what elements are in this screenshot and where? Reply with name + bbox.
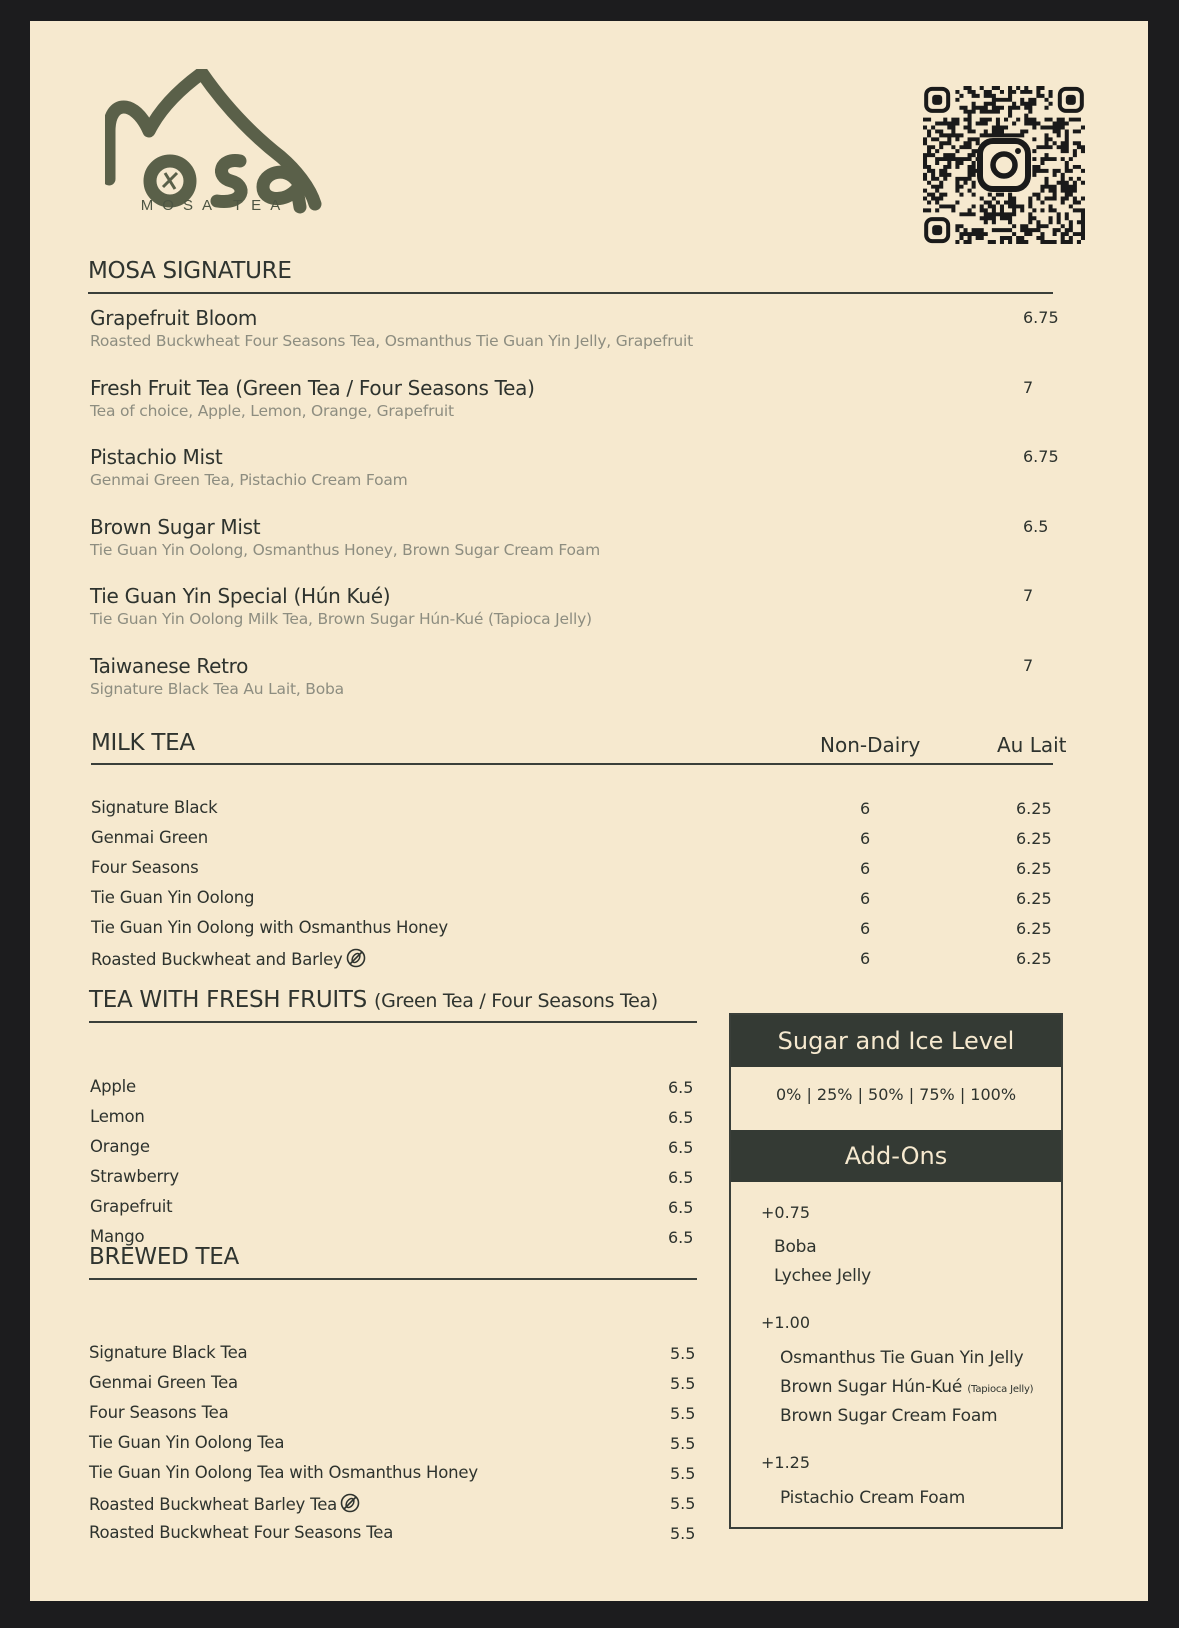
- milk-tea-au-lait-price: 6.25: [1016, 889, 1052, 908]
- brewed-tea-row: [89, 1493, 360, 1514]
- brewed-tea-name: Tie Guan Yin Oolong Tea: [89, 1433, 285, 1452]
- brewed-tea-name: Genmai Green Tea: [89, 1373, 238, 1392]
- addon-item: Pistachio Cream Foam: [780, 1488, 966, 1508]
- signature-item-name: Fresh Fruit Tea (Green Tea / Four Seasons Tea): [90, 375, 535, 400]
- signature-item: [90, 306, 1050, 350]
- fruit-tea-row: Lemon: [90, 1107, 145, 1126]
- signature-item-description: Signature Black Tea Au Lait, Boba: [90, 679, 344, 698]
- decaf-icon: [346, 948, 366, 968]
- milk-tea-name: Tie Guan Yin Oolong with Osmanthus Honey: [91, 918, 448, 937]
- menu-page: [30, 21, 1148, 1601]
- addon-item: Boba: [774, 1237, 817, 1257]
- signature-item-price: 6.75: [1023, 447, 1059, 466]
- addon-item-note: (Tapioca Jelly): [967, 1384, 1034, 1395]
- signature-item-name: Brown Sugar Mist: [90, 514, 261, 539]
- fruit-tea-row: Apple: [90, 1077, 136, 1096]
- qr-finder: [1060, 89, 1082, 111]
- brewed-tea-row: [89, 1463, 478, 1482]
- signature-item-name: Tie Guan Yin Special (Hún Kué): [90, 584, 391, 608]
- fruit-tea-subtitle: (Green Tea / Four Seasons Tea): [373, 990, 658, 1012]
- milk-tea-name: Four Seasons: [91, 858, 199, 877]
- signature-item: [90, 584, 1050, 628]
- addon-price-100: +1.00: [761, 1313, 811, 1332]
- sugar-ice-levels: 0% | 25% | 50% | 75% | 100%: [775, 1085, 1017, 1104]
- addon-item: Osmanthus Tie Guan Yin Jelly: [780, 1348, 1024, 1368]
- fruit-tea-row: Grapefruit: [90, 1197, 173, 1216]
- instagram-icon: [980, 141, 1028, 189]
- signature-item-name: Pistachio Mist: [90, 445, 223, 469]
- milk-tea-non-dairy-price: 6: [860, 919, 871, 938]
- brewed-tea-price: 5.5: [670, 1524, 696, 1543]
- qr-finder: [926, 219, 948, 241]
- milk-tea-au-lait-price: 6.25: [1016, 919, 1052, 938]
- fruit-tea-price: 6.5: [668, 1228, 694, 1247]
- options-panel: [729, 1013, 1063, 1529]
- signature-item-description: Tie Guan Yin Oolong Milk Tea, Brown Sugar Hún-Kué (Tapioca Jelly): [90, 610, 592, 628]
- milk-tea-name: Tie Guan Yin Oolong: [91, 888, 255, 907]
- signature-item: [90, 654, 1050, 698]
- mosa-tea-logo: [105, 69, 335, 249]
- milk-tea-non-dairy-price: 6: [860, 949, 871, 968]
- milk-tea-au-lait-price: 6.25: [1016, 859, 1052, 878]
- addon-item: Lychee Jelly: [774, 1266, 871, 1286]
- milk-tea-non-dairy-price: 6: [860, 889, 871, 908]
- brewed-tea-price: 5.5: [670, 1434, 696, 1453]
- signature-item-price: 7: [1023, 655, 1034, 675]
- milk-tea-row: [91, 828, 208, 847]
- addon-price-075: +0.75: [761, 1203, 811, 1222]
- signature-item-price: 7: [1023, 586, 1034, 605]
- milk-tea-non-dairy-price: 6: [860, 859, 871, 878]
- milk-tea-row: [91, 798, 218, 817]
- milk-tea-name: Signature Black: [91, 798, 218, 817]
- brand-caption: MOSA TEA: [140, 197, 290, 214]
- milk-tea-au-lait-price: 6.25: [1016, 829, 1052, 848]
- fruit-tea-row: Mango: [90, 1227, 145, 1246]
- milk-tea-name: Roasted Buckwheat and Barley: [91, 950, 343, 969]
- signature-item-price: 6.75: [1023, 308, 1059, 327]
- signature-title: MOSA SIGNATURE: [88, 258, 292, 284]
- signature-item-description: Tea of choice, Apple, Lemon, Orange, Grapefruit: [90, 401, 454, 420]
- decaf-icon: [340, 1493, 360, 1513]
- signature-item-description: Tie Guan Yin Oolong, Osmanthus Honey, Brown Sugar Cream Foam: [90, 540, 600, 559]
- signature-divider: [88, 292, 1053, 294]
- milk-tea-row: [91, 918, 448, 937]
- fruit-tea-price: 6.5: [668, 1168, 694, 1187]
- milk-tea-row: [91, 948, 366, 969]
- column-non-dairy: Non-Dairy: [820, 733, 921, 757]
- signature-item-name: Grapefruit Bloom: [90, 306, 258, 330]
- brewed-tea-divider: [89, 1278, 697, 1280]
- milk-tea-row: [91, 858, 199, 877]
- signature-item-description: Genmai Green Tea, Pistachio Cream Foam: [90, 471, 408, 489]
- addon-item-label: Brown Sugar Hún-Kué: [780, 1377, 963, 1397]
- brewed-tea-price: 5.5: [670, 1404, 696, 1423]
- fruit-tea-price: 6.5: [668, 1078, 694, 1097]
- qr-finder: [926, 89, 948, 111]
- milk-tea-name: Genmai Green: [91, 828, 208, 847]
- addon-price-125: +1.25: [761, 1453, 811, 1472]
- brewed-tea-name: Roasted Buckwheat Four Seasons Tea: [89, 1523, 394, 1542]
- signature-item: [90, 445, 1050, 489]
- column-au-lait: Au Lait: [997, 733, 1067, 757]
- brewed-tea-row: [89, 1373, 238, 1392]
- brewed-tea-price: 5.5: [670, 1494, 696, 1513]
- signature-item: [90, 515, 1050, 559]
- fruit-tea-divider: [89, 1021, 697, 1023]
- brewed-tea-row: [89, 1343, 247, 1362]
- fruit-tea-row: Strawberry: [90, 1167, 179, 1186]
- addons-header: Add-Ons: [731, 1130, 1061, 1182]
- brewed-tea-row: [89, 1433, 284, 1452]
- milk-tea-au-lait-price: 6.25: [1016, 799, 1052, 818]
- signature-item-price: 6.5: [1023, 516, 1049, 536]
- brewed-tea-price: 5.5: [670, 1464, 696, 1483]
- milk-tea-row: [91, 888, 254, 907]
- brewed-tea-name: Tie Guan Yin Oolong Tea with Osmanthus Honey: [89, 1463, 478, 1482]
- sugar-ice-header: Sugar and Ice Level: [731, 1015, 1061, 1067]
- fruit-tea-title: [89, 987, 658, 1013]
- milk-tea-title: MILK TEA: [91, 730, 195, 756]
- milk-tea-divider: [91, 763, 1053, 765]
- fruit-tea-price: 6.5: [668, 1138, 694, 1157]
- brewed-tea-name: Roasted Buckwheat Barley Tea: [89, 1495, 338, 1514]
- signature-item: [90, 376, 1050, 420]
- milk-tea-non-dairy-price: 6: [860, 829, 871, 848]
- brewed-tea-name: Four Seasons Tea: [89, 1403, 229, 1422]
- fruit-tea-title-text: TEA WITH FRESH FRUITS: [89, 987, 367, 1013]
- brewed-tea-row: [89, 1403, 229, 1422]
- signature-item-name: Taiwanese Retro: [90, 653, 249, 678]
- brewed-tea-price: 5.5: [670, 1374, 696, 1393]
- signature-item-description: Roasted Buckwheat Four Seasons Tea, Osmanthus Tie Guan Yin Jelly, Grapefruit: [90, 332, 694, 350]
- signature-item-price: 7: [1023, 377, 1034, 397]
- qr-code[interactable]: [923, 86, 1085, 244]
- addon-item: [780, 1377, 1033, 1397]
- brewed-tea-price: 5.5: [670, 1344, 696, 1363]
- fruit-tea-price: 6.5: [668, 1108, 694, 1127]
- addon-item: Brown Sugar Cream Foam: [780, 1406, 998, 1426]
- fruit-tea-row: Orange: [90, 1137, 150, 1156]
- brewed-tea-title: BREWED TEA: [89, 1244, 239, 1270]
- milk-tea-au-lait-price: 6.25: [1016, 949, 1052, 968]
- brewed-tea-row: [89, 1523, 393, 1542]
- milk-tea-non-dairy-price: 6: [860, 799, 871, 818]
- fruit-tea-price: 6.5: [668, 1198, 694, 1217]
- brewed-tea-name: Signature Black Tea: [89, 1343, 248, 1362]
